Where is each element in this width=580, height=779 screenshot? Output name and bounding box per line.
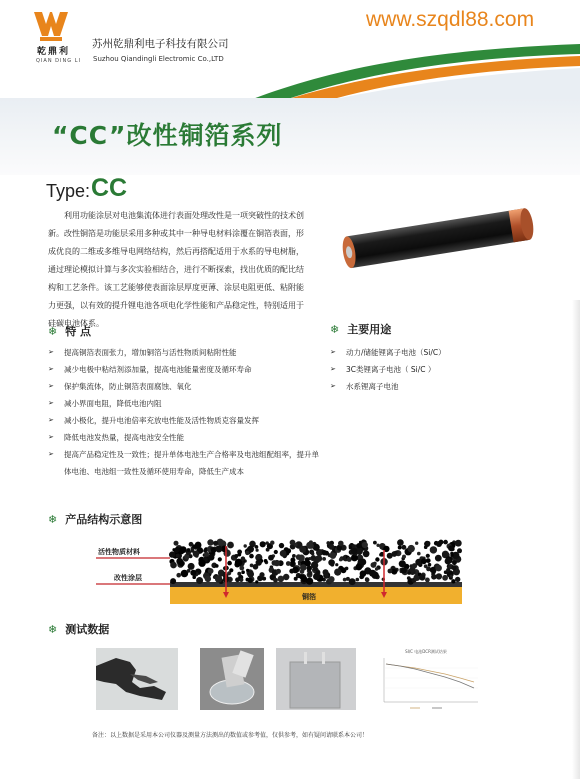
active-particle (399, 560, 406, 567)
test-photo-pouch-cell (276, 648, 356, 710)
active-particle (241, 556, 246, 561)
active-material-layer (169, 539, 462, 586)
structure-heading (48, 511, 142, 527)
arrow-bullet-icon: ➢ (330, 348, 336, 356)
active-particle (246, 569, 249, 572)
active-particle (207, 539, 213, 545)
active-particle (169, 551, 175, 557)
active-particle (322, 550, 327, 555)
active-particle (301, 576, 307, 582)
active-particle (276, 569, 281, 574)
active-particle (339, 558, 343, 562)
active-particle (345, 567, 349, 571)
active-particle (322, 557, 326, 561)
active-particle (195, 542, 202, 549)
active-particle (255, 580, 258, 583)
snowflake-icon: ❄ (48, 623, 58, 636)
active-particle (189, 542, 194, 547)
active-particle (430, 546, 437, 553)
active-particle (239, 566, 244, 571)
active-particle (292, 554, 296, 558)
list-item (48, 412, 320, 429)
active-particle (421, 558, 427, 564)
active-particle (176, 573, 181, 578)
active-particle (330, 553, 336, 559)
test-heading-label: 测试数据 (65, 623, 110, 636)
active-particle (215, 564, 219, 568)
active-particle (401, 567, 407, 573)
active-particle (270, 541, 274, 545)
product-structure-diagram (96, 536, 462, 610)
active-particle (213, 541, 218, 546)
logo-text-cn: 乾鼎利 (37, 47, 71, 57)
copper-foil-layer (170, 586, 462, 604)
active-particle (445, 558, 452, 565)
active-particle (373, 541, 377, 545)
active-particle (328, 559, 335, 566)
active-particle (311, 555, 316, 560)
uses-list (330, 344, 530, 395)
uses-heading (330, 321, 391, 337)
active-particle (457, 548, 462, 553)
active-particle (259, 572, 264, 577)
active-particle (313, 573, 320, 580)
feature-text: 减小界面电阻，降低电池内阻 (64, 399, 162, 408)
list-item (330, 378, 530, 395)
list-item (48, 429, 320, 446)
active-particle (363, 550, 370, 557)
active-particle (326, 541, 330, 545)
label-active-material: 活性物质材料 (98, 548, 140, 556)
active-particle (237, 572, 241, 576)
active-particle (402, 545, 407, 550)
active-particle (417, 552, 421, 556)
snowflake-icon: ❄ (48, 325, 58, 338)
active-particle (356, 543, 361, 548)
active-particle (425, 578, 430, 583)
active-particle (356, 578, 360, 582)
features-list (48, 344, 320, 480)
active-particle (176, 554, 180, 558)
active-particle (286, 561, 291, 566)
active-particle (193, 551, 200, 558)
active-particle (180, 546, 187, 553)
active-particle (235, 577, 240, 582)
active-particle (208, 568, 214, 574)
active-particle (402, 555, 406, 559)
active-particle (315, 555, 322, 562)
uses-heading-label: 主要用途 (347, 323, 392, 336)
page-title: “CC”改性铜箔系列 (52, 121, 283, 150)
active-particle (355, 564, 362, 571)
active-particle (375, 567, 378, 570)
arrow-bullet-icon: ➢ (330, 365, 336, 373)
active-particle (187, 548, 191, 552)
active-particle (256, 549, 259, 552)
active-particle (218, 557, 222, 561)
snowflake-icon: ❄ (330, 323, 340, 336)
active-particle (290, 558, 295, 563)
feature-text: 提高铜箔表面张力，增加铜箔与活性物质间粘附性能 (64, 348, 237, 357)
active-particle (205, 576, 211, 582)
active-particle (260, 541, 266, 547)
active-particle (229, 568, 233, 572)
features-heading-label: 特 点 (65, 325, 92, 338)
active-particle (349, 578, 356, 585)
active-particle (215, 546, 222, 553)
label-copper-foil: 铜箔 (302, 593, 316, 601)
active-particle (398, 546, 402, 550)
active-particle (308, 571, 313, 576)
active-particle (266, 548, 270, 552)
list-item (48, 395, 320, 412)
active-particle (426, 541, 430, 545)
active-particle (298, 562, 301, 565)
active-particle (198, 560, 205, 567)
active-particle (450, 575, 453, 578)
active-particle (174, 541, 179, 546)
type-label: Type: (46, 181, 91, 201)
active-particle (408, 545, 415, 552)
company-name-cn: 苏州乾鼎利电子科技有限公司 (92, 38, 229, 50)
active-particle (227, 561, 232, 566)
active-particle (311, 552, 314, 555)
active-particle (365, 578, 370, 583)
structure-heading-label: 产品结构示意图 (65, 513, 143, 526)
active-particle (187, 569, 191, 573)
active-particle (268, 555, 274, 561)
active-particle (424, 564, 428, 568)
active-particle (424, 545, 428, 549)
active-particle (290, 540, 296, 546)
active-particle (451, 579, 455, 583)
feature-text: 保护集流体，防止铜箔表面腐蚀、氧化 (64, 382, 192, 391)
use-text: 水系锂离子电池 (346, 382, 399, 391)
list-item (330, 344, 530, 361)
active-particle (237, 553, 241, 557)
feature-text: 降低电池发热量，提高电池安全性能 (64, 433, 184, 442)
active-particle (442, 575, 448, 581)
list-item (48, 378, 320, 395)
active-particle (448, 545, 454, 551)
active-particle (170, 562, 177, 569)
active-particle (188, 563, 195, 570)
active-particle (371, 562, 377, 568)
active-particle (369, 570, 376, 577)
active-particle (190, 570, 196, 576)
active-particle (273, 578, 278, 583)
active-particle (215, 575, 222, 582)
list-item (48, 446, 320, 480)
active-particle (388, 569, 393, 574)
arrow-bullet-icon: ➢ (48, 433, 54, 441)
active-particle (279, 543, 284, 548)
chart-title: SI/C 电池DCR测试结果 (405, 649, 447, 654)
page-edge-shadow (572, 300, 580, 779)
active-particle (313, 567, 317, 571)
active-particle (436, 541, 442, 547)
use-text: 3C类锂离子电池（ Si/C ） (346, 365, 436, 374)
active-particle (351, 548, 358, 555)
active-particle (338, 541, 344, 547)
arrow-bullet-icon: ➢ (48, 365, 54, 373)
use-text: 动力/储能锂离子电池（Si/C） (346, 348, 446, 357)
active-particle (196, 577, 203, 584)
active-particle (290, 545, 294, 549)
company-logo-icon (32, 10, 70, 42)
active-particle (431, 574, 437, 580)
active-particle (443, 540, 448, 545)
active-particle (387, 553, 393, 559)
coating-layer (170, 582, 462, 587)
active-particle (179, 561, 185, 567)
active-particle (329, 544, 335, 550)
active-particle (435, 555, 442, 562)
website-link[interactable]: www.szqdl88.com (366, 8, 535, 31)
active-particle (289, 569, 294, 574)
feature-text: 提高产品稳定性及一致性；提升单体电池生产合格率及电池组配组率，提升单体电池、电池组一致性及循环使用寿命，降低生产成本 (64, 450, 319, 476)
active-particle (335, 563, 338, 566)
active-particle (256, 559, 262, 565)
intro-paragraph: 利用功能涂层对电池集流体进行表面处理改性是一项突破性的技术创新。改性铜箔是功能层采用多种或其中一种导电材料涂覆在铜箔表面，形成优良的二维或多维导电网络结构，然后再搭配适用于水系的导电树脂，通过理论模拟计算与多次实验相结合，进行不断探索，找出优质的配比结构和工艺条件。该工艺能够使表面涂层厚度更薄、涂层电阻更低、粘附能力更强，以有效的提升锂电池各项电化学性能和产品稳定性，特别适用于硅碳电池体系。 (48, 211, 304, 328)
list-item (330, 361, 530, 378)
active-particle (175, 547, 180, 552)
active-particle (426, 554, 430, 558)
type-value: CC (91, 174, 128, 202)
active-particle (451, 565, 456, 570)
active-particle (455, 540, 462, 547)
label-coating: 改性涂层 (114, 574, 142, 582)
active-particle (294, 577, 298, 581)
active-particle (375, 557, 379, 561)
active-particle (249, 554, 254, 559)
active-particle (446, 568, 450, 572)
active-particle (274, 560, 280, 566)
company-name-en: Suzhou Qiandingli Electromic Co.,LTD (93, 55, 224, 63)
active-particle (298, 555, 305, 562)
active-particle (408, 571, 411, 574)
test-photo-beaker (200, 648, 264, 710)
arrow-bullet-icon: ➢ (48, 348, 54, 356)
copper-foil-roll-image (334, 200, 544, 275)
active-particle (283, 574, 289, 580)
active-particle (306, 542, 313, 549)
active-particle (455, 577, 460, 582)
active-particle (246, 578, 250, 582)
arrow-bullet-icon: ➢ (48, 399, 54, 407)
arrow-bullet-icon: ➢ (330, 382, 336, 390)
active-particle (412, 563, 417, 568)
feature-text: 减少电极中粘结剂添加量，提高电池能量密度及循环寿命 (64, 365, 252, 374)
test-photo-peel (96, 648, 178, 710)
footnote: 备注：以上数据是采用本公司仪器及测量方法测出的数值或参考值，仅供参考，如有疑问请联系本公司！ (92, 732, 369, 739)
active-particle (347, 557, 352, 562)
list-item (48, 344, 320, 361)
active-particle (241, 570, 245, 574)
arrow-bullet-icon: ➢ (48, 450, 54, 458)
active-particle (262, 577, 266, 581)
arrow-bullet-icon: ➢ (48, 416, 54, 424)
active-particle (407, 576, 411, 580)
arrow-bullet-icon: ➢ (48, 382, 54, 390)
test-dcr-chart (370, 646, 482, 712)
active-particle (397, 539, 404, 546)
feature-text: 减小极化，提升电池倍率充放电性能及活性物质克容量发挥 (64, 416, 259, 425)
logo-text-en: QIAN DING LI (36, 58, 81, 64)
test-heading (48, 621, 109, 637)
active-particle (245, 551, 249, 555)
active-particle (362, 542, 368, 548)
active-particle (227, 542, 234, 549)
active-particle (334, 569, 341, 576)
active-particle (323, 569, 329, 575)
active-particle (450, 553, 453, 556)
active-particle (376, 544, 379, 547)
active-particle (208, 554, 215, 561)
active-particle (360, 559, 366, 565)
active-particle (419, 574, 425, 580)
active-particle (328, 576, 334, 582)
active-particle (360, 570, 367, 577)
active-particle (170, 578, 176, 584)
active-particle (203, 549, 207, 553)
active-particle (300, 564, 307, 571)
active-particle (274, 550, 278, 554)
active-particle (435, 565, 442, 572)
active-particle (415, 542, 418, 545)
features-heading (48, 323, 91, 339)
list-item (48, 361, 320, 378)
active-particle (244, 544, 247, 547)
active-particle (299, 546, 306, 553)
snowflake-icon: ❄ (48, 513, 58, 526)
active-particle (394, 551, 398, 555)
active-particle (452, 560, 457, 565)
active-particle (343, 578, 347, 582)
active-particle (428, 563, 432, 567)
active-particle (264, 559, 268, 563)
active-particle (280, 550, 287, 557)
